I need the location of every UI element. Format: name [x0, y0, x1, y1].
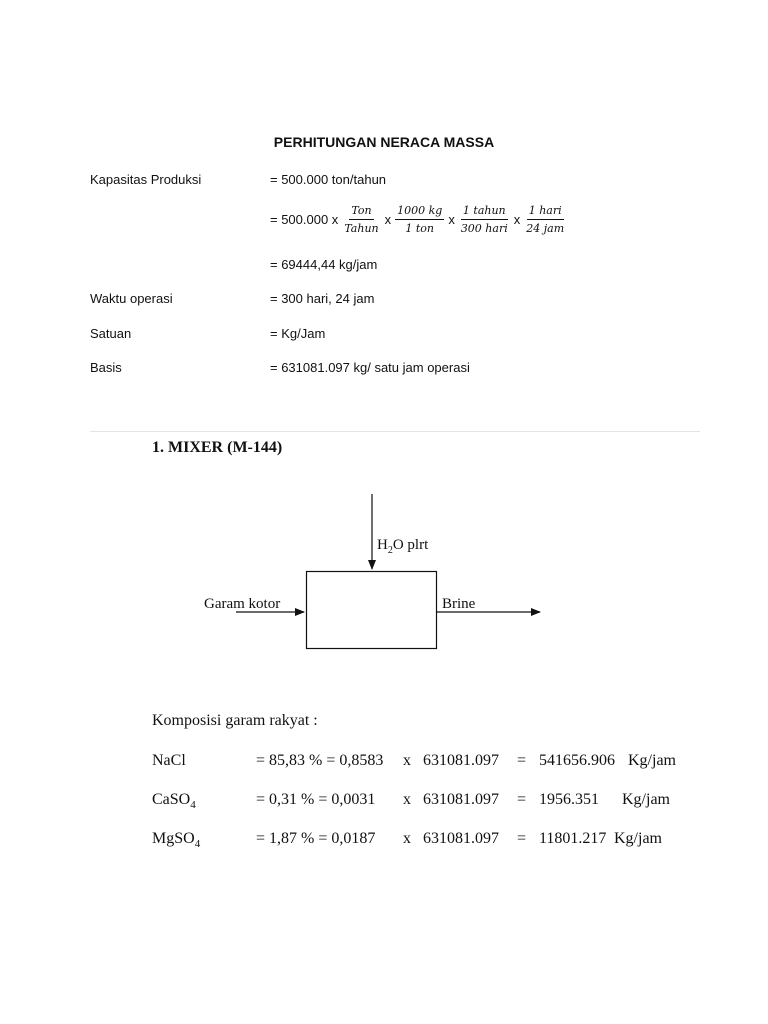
- spec-value-capacity-kgjam: = 69444,44 kg/jam: [270, 257, 378, 272]
- fraction-denominator: 24 jam: [526, 222, 565, 235]
- composition-heading: Komposisi garam rakyat :: [152, 712, 318, 729]
- compound-name: [152, 830, 200, 850]
- compound-subscript: 4: [190, 799, 196, 812]
- compound-base: MgSO: [152, 830, 195, 847]
- fraction-numerator: 1 tahun: [461, 204, 508, 220]
- spec-value-unit: = Kg/Jam: [270, 326, 326, 341]
- result-unit: Kg/jam: [614, 830, 662, 847]
- spec-value-operating-time: = 300 hari, 24 jam: [270, 291, 375, 306]
- spec-label-capacity: Kapasitas Produksi: [90, 172, 202, 187]
- compound-name: [152, 752, 186, 770]
- spec-label-operating-time: Waktu operasi: [90, 291, 173, 306]
- result-value: 11801.217: [539, 830, 607, 847]
- equals-sign: =: [517, 830, 527, 847]
- times-sign: x: [403, 830, 411, 847]
- compound-subscript: 4: [194, 838, 201, 851]
- compound-percent: = 0,31 % = 0,0031: [256, 791, 376, 808]
- fraction-denominator: 1 ton: [405, 222, 435, 235]
- equals-sign: =: [517, 752, 527, 769]
- fraction-numerator: Ton: [349, 204, 373, 220]
- fraction-numerator: 1000 kg: [395, 204, 444, 220]
- times-sign: x: [403, 752, 411, 769]
- compound-base: CaSO: [152, 791, 191, 808]
- times-sign: x: [448, 212, 455, 227]
- mixer-box: [307, 572, 437, 649]
- times-sign: x: [403, 791, 411, 808]
- basis-value: 631081.097: [423, 830, 499, 847]
- result-unit: Kg/jam: [622, 791, 670, 808]
- label-salt-inlet: Garam kotor: [204, 596, 281, 612]
- fraction-numerator: 1 hari: [527, 204, 564, 220]
- compound-percent: = 1,87 % = 0,0187: [256, 830, 376, 847]
- result-value: 1956.351: [539, 791, 599, 808]
- spec-value-capacity: = 500.000 ton/tahun: [270, 172, 387, 187]
- spec-value-basis: = 631081.097 kg/ satu jam operasi: [270, 360, 470, 375]
- fraction-denominator: Tahun: [344, 222, 379, 235]
- label-water-inlet: [377, 537, 428, 556]
- basis-value: 631081.097: [423, 752, 499, 769]
- compound-name: [152, 791, 196, 811]
- spec-label-basis: Basis: [90, 360, 122, 375]
- label-subscript: 2: [387, 545, 393, 556]
- fraction-denominator: 300 hari: [460, 222, 508, 235]
- spec-label-unit: Satuan: [90, 326, 132, 341]
- times-sign: x: [384, 212, 392, 227]
- times-sign: x: [513, 212, 521, 227]
- page-title: PERHITUNGAN NERACA MASSA: [273, 134, 495, 150]
- formula-prefix: = 500.000 x: [270, 212, 339, 227]
- label-brine-outlet: Brine: [442, 596, 476, 612]
- compound-percent: = 85,83 % = 0,8583: [256, 752, 384, 769]
- basis-value: 631081.097: [423, 791, 499, 808]
- label-part: O plrt: [392, 537, 429, 553]
- equals-sign: =: [517, 791, 527, 808]
- label-part: H: [377, 537, 388, 553]
- section-heading-mixer: 1. MIXER (M-144): [152, 439, 283, 456]
- result-unit: Kg/jam: [628, 752, 676, 769]
- result-value: 541656.906: [539, 752, 615, 769]
- compound-base: NaCl: [152, 752, 186, 769]
